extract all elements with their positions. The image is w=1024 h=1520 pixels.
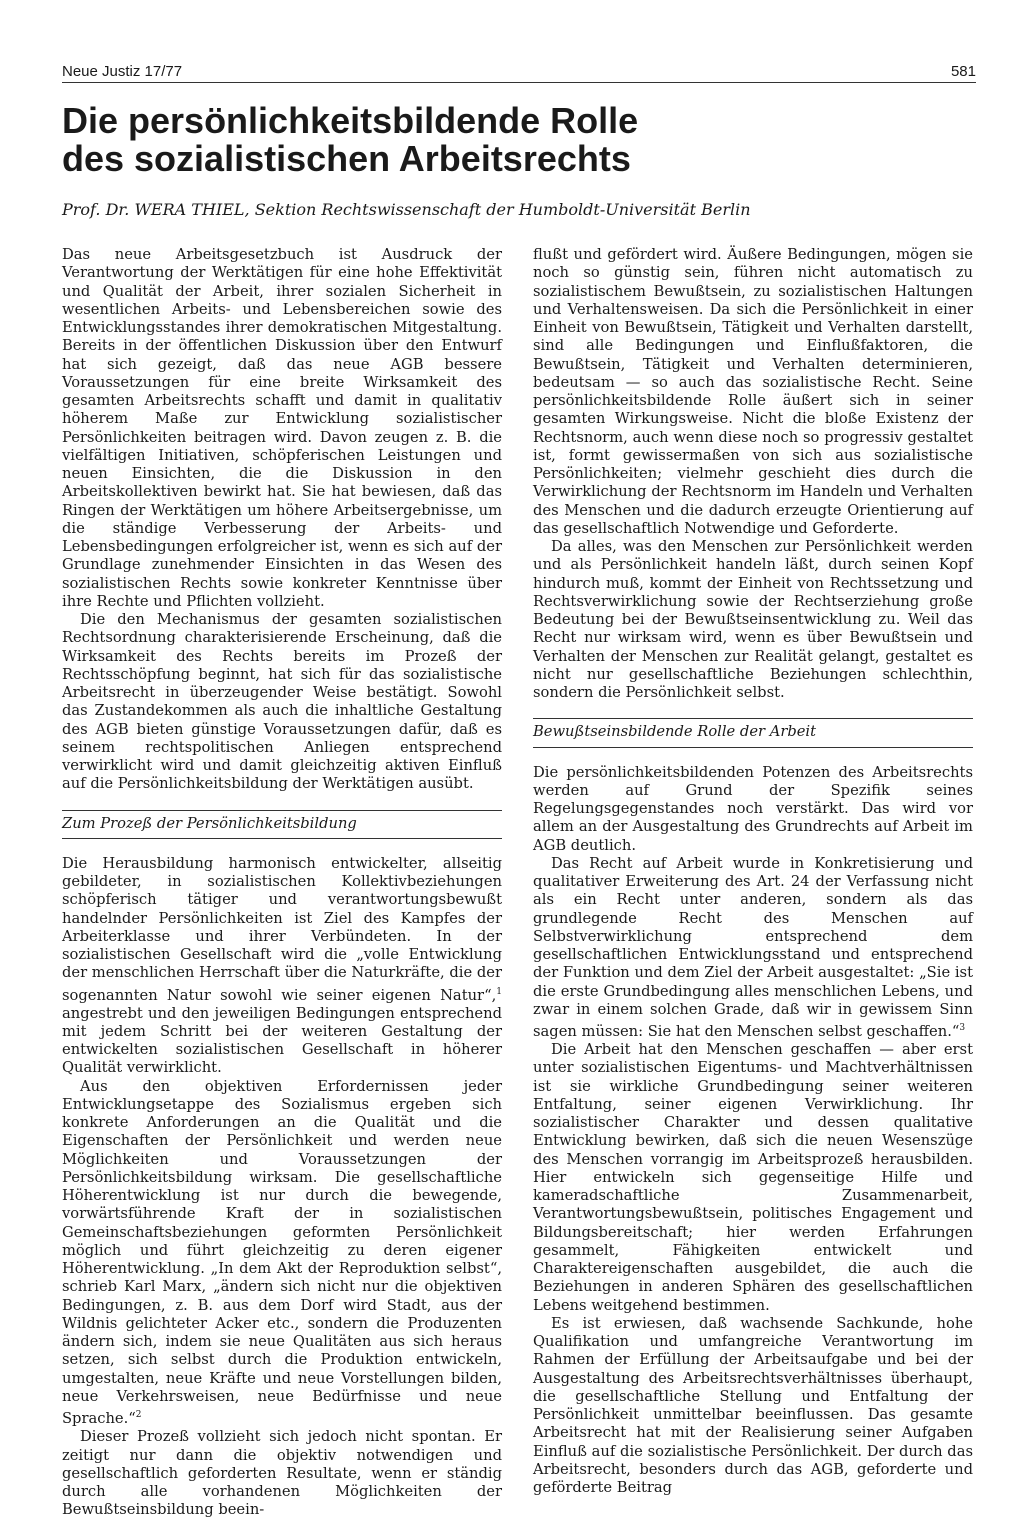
paragraph: Die Arbeit hat den Menschen geschaffen — aber erst unter sozialistischen Eigentums- und Machtverhältnissen ist sie wirkliche Grundbedingung seiner weiteren Entfaltung, seiner eigenen Verwirklichung. Ihr sozialistischer Charakter und dessen qualitative Entwicklung bewirken, daß sich die neuen Wesenszüge des Menschen vorrangig im Arbeitsprozeß herausbilden. Hier entwickeln sich gegenseitige Hilfe und kameradschaftliche Zusammenarbeit, Verantwortungsbewußtsein, politisches Engagement und Bildungsbereitschaft; hier werden Erfahrungen gesammelt, Fähigkeiten entwickelt und Charaktereigenschaften ausgebildet, die auch die Beziehungen in anderen Sphären des gesellschaftlichen Lebens weitgehend bestimmen. xyxy=(533,1041,973,1314)
section-heading: Bewußtseinsbildende Rolle der Arbeit xyxy=(533,718,973,747)
right-column xyxy=(533,246,973,1497)
title-line-2: des sozialistischen Arbeitsrechts xyxy=(62,138,631,179)
paragraph-text: Das Recht auf Arbeit wurde in Konkretisierung und qualitativer Erweiterung des Art. 24 der Verfassung nicht als ein Recht unter anderen, sondern als das grundlegende Recht des Menschen auf Selbstverwirklichung entsprechend dem gesellschaftlichen Entwicklungsstand und entsprechend der Funktion und dem Ziel der Arbeit ausgestaltet: „Sie ist die erste Grundbedingung alles menschlichen Lebens, und zwar in einem solchen Grade, daß wir in gewissem Sinn sagen müssen: Sie hat den Menschen selbst geschaffen.“ xyxy=(533,854,973,1040)
author-byline: Prof. Dr. WERA THIEL, Sektion Rechtswissenschaft der Humboldt-Universität Berlin xyxy=(62,200,751,219)
page-number: 581 xyxy=(950,62,976,80)
footnote-marker: 2 xyxy=(135,1410,142,1421)
section-heading: Zum Prozeß der Persönlichkeitsbildung xyxy=(62,810,502,839)
paragraph-text: angestrebt und den jeweiligen Bedingungen entsprechend mit jedem Schritt bei der weiteren Gestaltung der entwickelten sozialistischen Gesellschaft in höherer Qualität verwirklicht. xyxy=(62,1004,502,1077)
title-line-1: Die persönlichkeitsbildende Rolle xyxy=(62,100,639,141)
paragraph-text: Die Herausbildung harmonisch entwickelter, allseitig gebildeter, in sozialistischen Kollektivbeziehungen schöpferisch tätiger und verantwortungsbewußt handelnder Persönlichkeiten ist Ziel des Kampfes der Arbeiterklasse und ihrer Verbündeten. In der sozialistischen Gesellschaft wird die „volle Entwicklung der menschlichen Herrschaft über die Naturkräfte, die der sogenannten Natur sowohl wie seiner eigenen Natur“, xyxy=(62,854,502,1004)
paragraph: Die persönlichkeitsbildenden Potenzen des Arbeitsrechts werden auf Grund der Spezifik seines Regelungsgegenstandes noch verstärkt. Das wird vor allem an der Ausgestaltung des Grundrechts auf Arbeit im AGB deutlich. xyxy=(533,763,973,854)
paragraph: Die den Mechanismus der gesamten sozialistischen Rechtsordnung charakterisierende Erscheinung, daß die Wirksamkeit des Rechts bereits im Prozeß der Rechtsschöpfung beginnt, hat sich für das sozialistische Arbeitsrecht in überzeugender Weise bestätigt. Sowohl das Zustandekommen als auch die inhaltliche Gestaltung des AGB bieten günstige Voraussetzungen dafür, daß es seinem rechtspolitischen Anliegen entsprechend verwirklicht wird und damit gleichzeitig aktiven Einfluß auf die Persönlichkeitsbildung der Werktätigen ausübt. xyxy=(62,611,502,793)
left-column xyxy=(62,246,502,1520)
paragraph xyxy=(533,855,973,1041)
article-title xyxy=(62,102,976,178)
journal-name: Neue Justiz 17/77 xyxy=(62,62,183,80)
paragraph xyxy=(62,1078,502,1429)
footnote-marker: 1 xyxy=(496,986,502,997)
paragraph: Da alles, was den Menschen zur Persönlichkeit werden und als Persönlichkeit handeln läßt, durch seinen Kopf hindurch muß, kommt der Einheit von Rechtssetzung und Rechtsverwirklichung sowie der Rechtserziehung große Bedeutung bei der Bewußtseinsentwicklung zu. Weil das Recht nur wirksam wird, wenn es über Bewußtsein und Verhalten der Menschen zur Realität gelangt, gestaltet es nicht nur gesellschaftliche Beziehungen schlechthin, sondern die Persönlichkeit selbst. xyxy=(533,538,973,701)
paragraph: Dieser Prozeß vollzieht sich jedoch nicht spontan. Er zeitigt nur dann die objektiv notwendigen und gesellschaftlich geforderten Resultate, wenn er ständig durch alle vorhandenen Möglichkeiten der Bewußtseinsbildung beein- xyxy=(62,1428,502,1519)
paragraph-text: Aus den objektiven Erfordernissen jeder Entwicklungsetappe des Sozialismus ergeben sich konkrete Anforderungen an die Qualität und die Eigenschaften der Persönlichkeit und werden neue Möglichkeiten und Voraussetzungen der Persönlichkeitsbildung wirksam. Die gesellschaftliche Höherentwicklung ist nur durch die bewegende, vorwärtsführende Kraft der in sozialistischen Gemeinschaftsbeziehungen geformten Persönlichkeit möglich und führt gleichzeitig zu deren eigener Höherentwicklung. „In dem Akt der Reproduktion selbst“, schrieb Karl Marx, „ändern sich nicht nur die objektiven Bedingungen, z. B. aus dem Dorf wird Stadt, aus der Wildnis gelichteter Acker etc., sondern die Produzenten ändern sich, indem sie neue Qualitäten aus sich heraus setzen, sich selbst durch die Produktion entwickeln, umgestalten, neue Kräfte und neue Vorstellungen bilden, neue Verkehrsweisen, neue Bedürfnisse und neue Sprache.“ xyxy=(62,1077,502,1428)
paragraph: Das neue Arbeitsgesetzbuch ist Ausdruck der Verantwortung der Werktätigen für eine hohe Effektivität und Qualität der Arbeit, ihrer sozialen Sicherheit in wesentlichen Arbeits- und Lebensbereichen sowie des Entwicklungsstandes ihrer demokratischen Mitgestaltung. Bereits in der öffentlichen Diskussion über den Entwurf hat sich gezeigt, daß das neue AGB bessere Voraussetzungen für eine breite Wirksamkeit des gesamten Arbeitsrechts schafft und damit in qualitativ höherem Maße zur Entwicklung sozialistischer Persönlichkeiten beitragen wird. Davon zeugen z. B. die vielfältigen Initiativen, schöpferischen Leistungen und neuen Einsichten, die die Diskussion in den Arbeitskollektiven bewirkt hat. Sie hat bewiesen, daß das Ringen der Werktätigen um höhere Arbeitsergebnisse, um die ständige Verbesserung der Arbeits- und Lebensbedingungen erfolgreicher ist, wenn es sich auf der Grundlage zunehmender Einsichten in das Wesen des sozialistischen Rechts sowie konkreter Kenntnisse über ihre Rechte und Pflichten vollzieht. xyxy=(62,246,502,610)
paragraph: Es ist erwiesen, daß wachsende Sachkunde, hohe Qualifikation und umfangreiche Verantwortung im Rahmen der Erfüllung der Arbeitsaufgabe und bei der Ausgestaltung des Arbeitsrechtsverhältnisses überhaupt, die gesellschaftliche Stellung und Entfaltung der Persönlichkeit unmittelbar beeinflussen. Das gesamte Arbeitsrecht hat mit der Realisierung seiner Aufgaben Einfluß auf die sozialistische Persönlichkeit. Der durch das Arbeitsrecht, besonders durch das AGB, geforderte und geförderte Beitrag xyxy=(533,1314,973,1497)
paragraph: flußt und gefördert wird. Äußere Bedingungen, mögen sie noch so günstig sein, führen nicht automatisch zu sozialistischem Bewußtsein, zu sozialistischen Haltungen und Verhaltensweisen. Da sich die Persönlichkeit in einer Einheit von Bewußtsein, Tätigkeit und Verhalten darstellt, sind alle Bedingungen und Einflußfaktoren, die Bewußtsein, Tätigkeit und Verhalten determinieren, bedeutsam — so auch das sozialistische Recht. Seine persönlichkeitsbildende Rolle äußert sich in seiner gesamten Wirkungsweise. Nicht die bloße Existenz der Rechtsnorm, auch wenn diese noch so progressiv gestaltet ist, formt gewissermaßen von sich aus sozialistische Persönlichkeiten; vielmehr geschieht dies durch die Verwirklichung der Rechtsnorm im Handeln und Verhalten des Menschen und die dadurch erzeugte Orientierung auf das gesellschaftlich Notwendige und Geforderte. xyxy=(533,246,973,537)
paragraph xyxy=(62,855,502,1078)
footnote-marker: 3 xyxy=(959,1023,966,1033)
running-header xyxy=(62,60,976,83)
